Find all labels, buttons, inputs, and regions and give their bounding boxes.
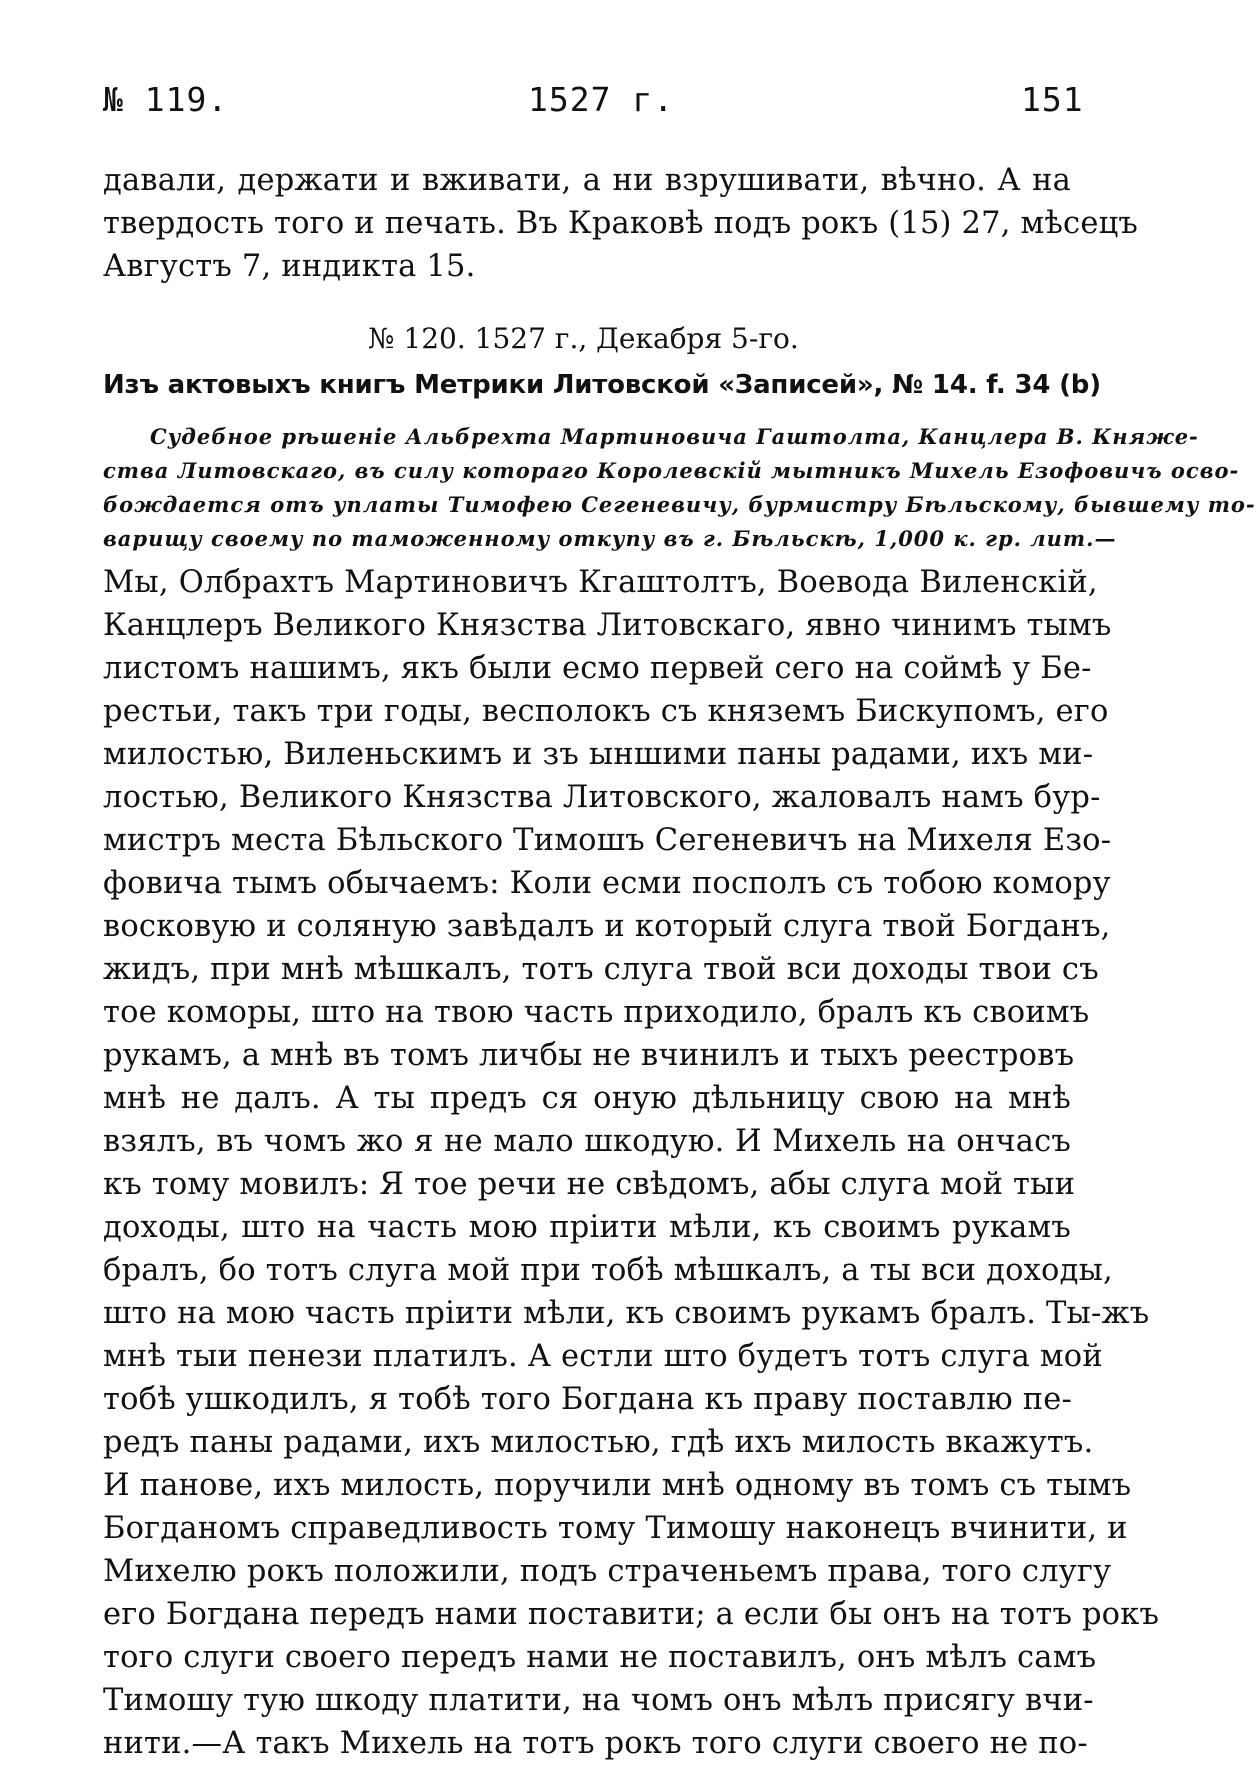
body-line-13: мнѣ не далъ. А ты предъ ся оную дѣльницу свою на мнѣ [103,1081,1071,1116]
body-line-20: тобѣ ушкодилъ, я тобѣ того Богдана къ праву поставлю пе- [103,1382,1073,1417]
body-line-27: Тимошу тую шкоду платити, на чомъ онъ мѣлъ присягу вчи- [103,1683,1094,1718]
header-year: 1527 г. [528,80,675,119]
body-line-17: бралъ, бо тотъ слуга мой при тобѣ мѣшкалъ, а ты вси доходы, [103,1253,1113,1288]
body-line-28: нити.—А такъ Михель на тотъ рокъ того слуги своего не по- [103,1726,1088,1761]
summary-line-4: варищу своему по таможенному откупу въ г. Бѣльскѣ, 1,000 к. гр. лит.— [103,526,1117,551]
body-line-2: Канцлеръ Великого Князства Литовскаго, явно чинимъ тымъ [103,608,1112,643]
body-line-18: што на мою часть пріити мѣли, къ своимъ рукамъ бралъ. Ты-жъ [103,1296,1150,1331]
body-line-9: восковую и соляную завѣдалъ и который слуга твой Богданъ, [103,909,1111,944]
body-line-12: рукамъ, а мнѣ въ томъ личбы не вчинилъ и тыхъ реестровъ [103,1038,1075,1073]
intro-line-2: твердость того и печать. Въ Краковѣ подъ рокъ (15) 27, мѣсецъ [103,206,1139,241]
body-line-22: И панове, ихъ милость, поручили мнѣ одному въ томъ съ тымъ [103,1468,1132,1503]
body-line-3: листомъ нашимъ, якъ были есмо первей сего на соймѣ у Бе- [103,651,1092,686]
body-line-25: его Богдана передъ нами поставити; а если бы онъ на тотъ рокъ [103,1597,1160,1632]
body-line-14: взялъ, въ чомъ жо я не мало шкодую. И Михель на ончасъ [103,1124,1071,1159]
body-line-11: тое коморы, што на твою часть приходило, бралъ къ своимъ [103,995,1090,1030]
document-title: № 120. 1527 г., Декабря 5-го. [368,322,799,355]
document-source: Изъ актовыхъ книгъ Метрики Литовской «Записей», № 14. f. 34 (b) [103,370,1101,400]
body-line-26: того слуги своего передъ нами не поставилъ, онъ мѣлъ самъ [103,1640,1097,1675]
body-line-24: Михелю рокъ положили, подъ страченьемъ права, того слугу [103,1554,1112,1589]
summary-line-3: бождается отъ уплаты Тимофею Сегеневичу, бурмистру Бѣльскому, бывшему то- [103,492,1256,517]
header-document-number: № 119. [103,80,229,119]
body-line-8: фовича тымъ обычаемъ: Коли есми посполъ съ тобою комору [103,866,1111,901]
body-line-19: мнѣ тыи пенези платилъ. А естли што будетъ тотъ слуга мой [103,1339,1103,1374]
summary-line-1: Судебное рѣшеніе Альбрехта Мартиновича Гаштолта, Канцлера В. Княже- [150,424,1199,449]
running-header [0,62,1140,122]
page-number: 151 [1021,80,1084,119]
body-line-16: доходы, што на часть мою пріити мѣли, къ своимъ рукамъ [103,1210,1071,1245]
body-line-15: къ тому мовилъ: Я тое речи не свѣдомъ, абы слуга мой тыи [103,1167,1076,1202]
body-line-10: жидъ, при мнѣ мѣшкалъ, тотъ слуга твой вси доходы твои съ [103,952,1099,987]
body-line-6: лостью, Великого Князства Литовского, жаловалъ намъ бур- [103,780,1101,815]
body-line-21: редъ паны радами, ихъ милостью, гдѣ ихъ милость вкажутъ. [103,1425,1094,1460]
body-line-5: милостью, Виленьскимъ и зъ ыншими паны радами, ихъ ми- [103,737,1094,772]
body-line-1: Мы, Олбрахтъ Мартиновичъ Кгаштолтъ, Воевода Виленскій, [103,565,1098,600]
body-line-23: Богданомъ справедливость тому Тимошу наконецъ вчинити, и [103,1511,1128,1546]
summary-line-2: ства Литовскаго, въ силу котораго Королевскій мытникъ Михель Езофовичъ осво- [103,458,1240,483]
body-line-7: мистръ места Бѣльского Тимошъ Сегеневичъ на Михеля Езо- [103,823,1112,858]
intro-line-1: давали, держати и вживати, а ни взрушивати, вѣчно. А на [103,163,1071,198]
intro-line-3: Августъ 7, индикта 15. [103,249,476,284]
body-line-4: рестьи, такъ три годы, весполокъ съ княземъ Бискупомъ, его [103,694,1109,729]
